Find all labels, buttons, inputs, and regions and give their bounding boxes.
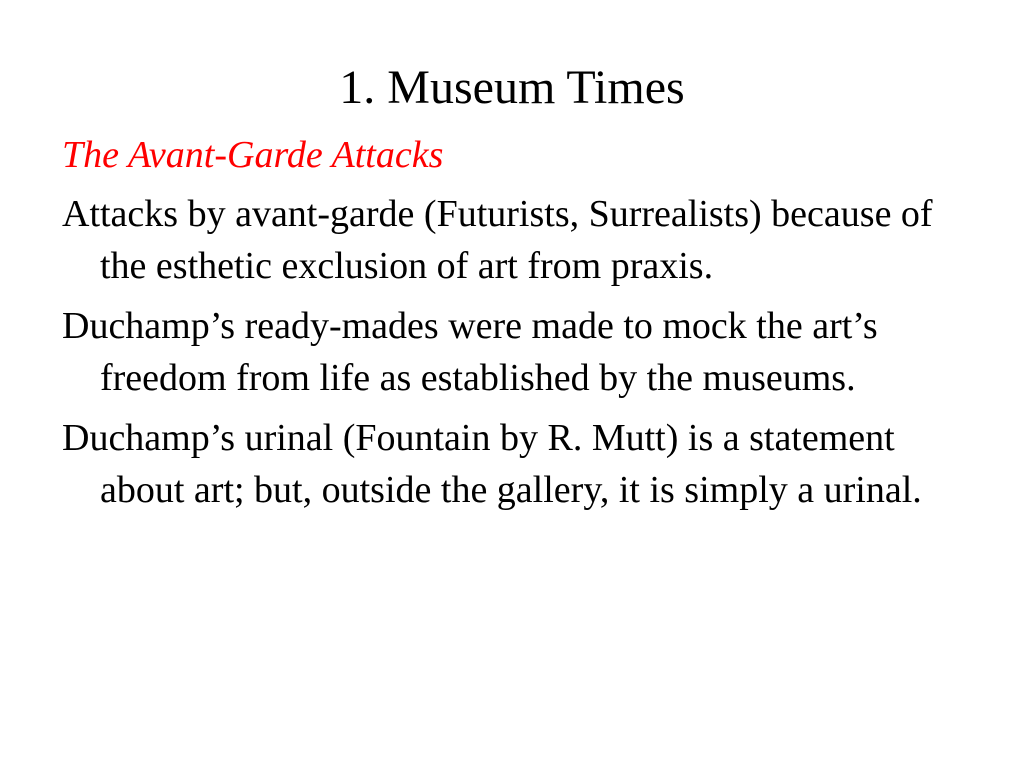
slide-body: [62, 126, 972, 524]
paragraph-ready-mades: Duchamp’s ready-mades were made to mock the art’s freedom from life as established by the museums.: [62, 305, 878, 399]
paragraph-avant-garde-attacks: Attacks by avant-garde (Futurists, Surrealists) because of the esthetic exclusion of art from praxis.: [62, 193, 933, 287]
slide-title: 1. Museum Times: [339, 61, 685, 114]
paragraph-urinal: Duchamp’s urinal (Fountain by R. Mutt) is a statement about art; but, outside the gallery, it is simply a urinal.: [62, 417, 922, 511]
slide-subtitle: The Avant-Garde Attacks: [62, 134, 444, 176]
